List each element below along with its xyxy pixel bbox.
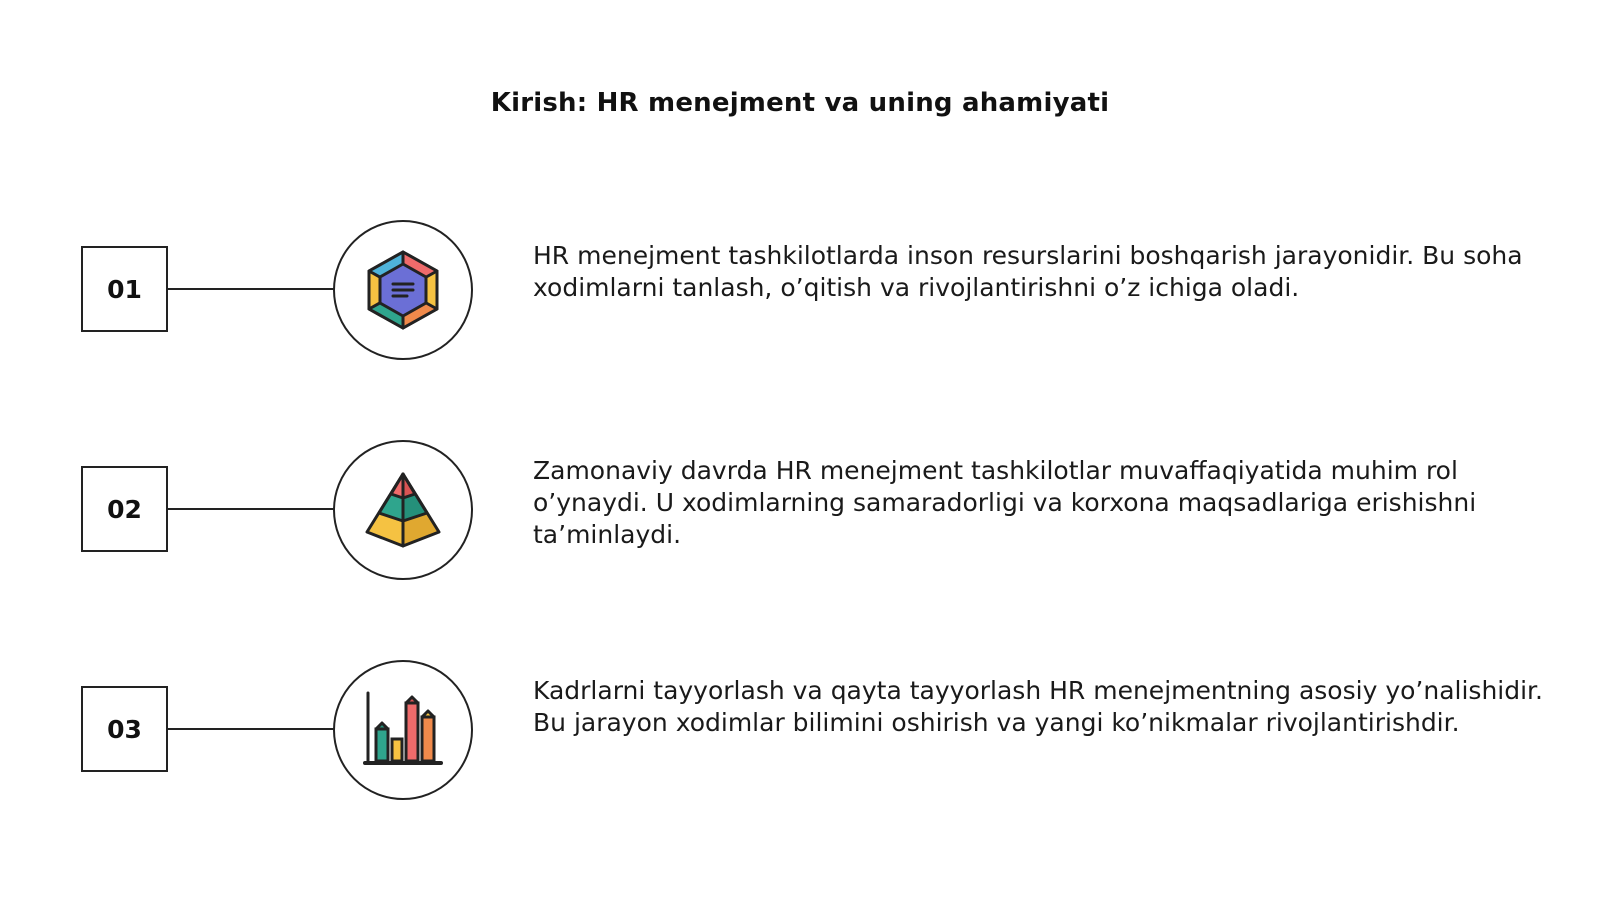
connector-line [168,508,334,510]
step-number-box: 01 [81,246,168,332]
bar-chart-icon [362,689,444,771]
page-title: Kirish: HR menejment va uning ahamiyati [490,88,1110,118]
item-description: Kadrlarni tayyorlash va qayta tayyorlash HR menejmentning asosiy yo’nalishidir. Bu jarayon xodimlar bilimini oshirish va yangi ko’nikmalar rivojlantirishdir. [533,676,1543,737]
hexagon-document-icon [365,250,441,330]
icon-circle [333,440,473,580]
connector-line [168,728,334,730]
step-number-box: 03 [81,686,168,772]
step-number-box: 02 [81,466,168,552]
item-description: HR menejment tashkilotlarda inson resurslarini boshqarish jarayonidir. Bu soha xodimlarni tanlash, o’qitish va rivojlantirishni o’z ichiga oladi. [533,241,1523,302]
connector-line [168,288,334,290]
list-item [0,440,1600,580]
item-description: Zamonaviy davrda HR menejment tashkilotlar muvaffaqiyatida muhim rol o’ynaydi. U xodimlarning samaradorligi va korxona maqsadlariga erishishni ta’minlaydi. [533,456,1477,549]
icon-circle [333,220,473,360]
list-item [0,660,1600,800]
pyramid-icon [363,470,443,550]
list-item [0,220,1600,360]
icon-circle [333,660,473,800]
